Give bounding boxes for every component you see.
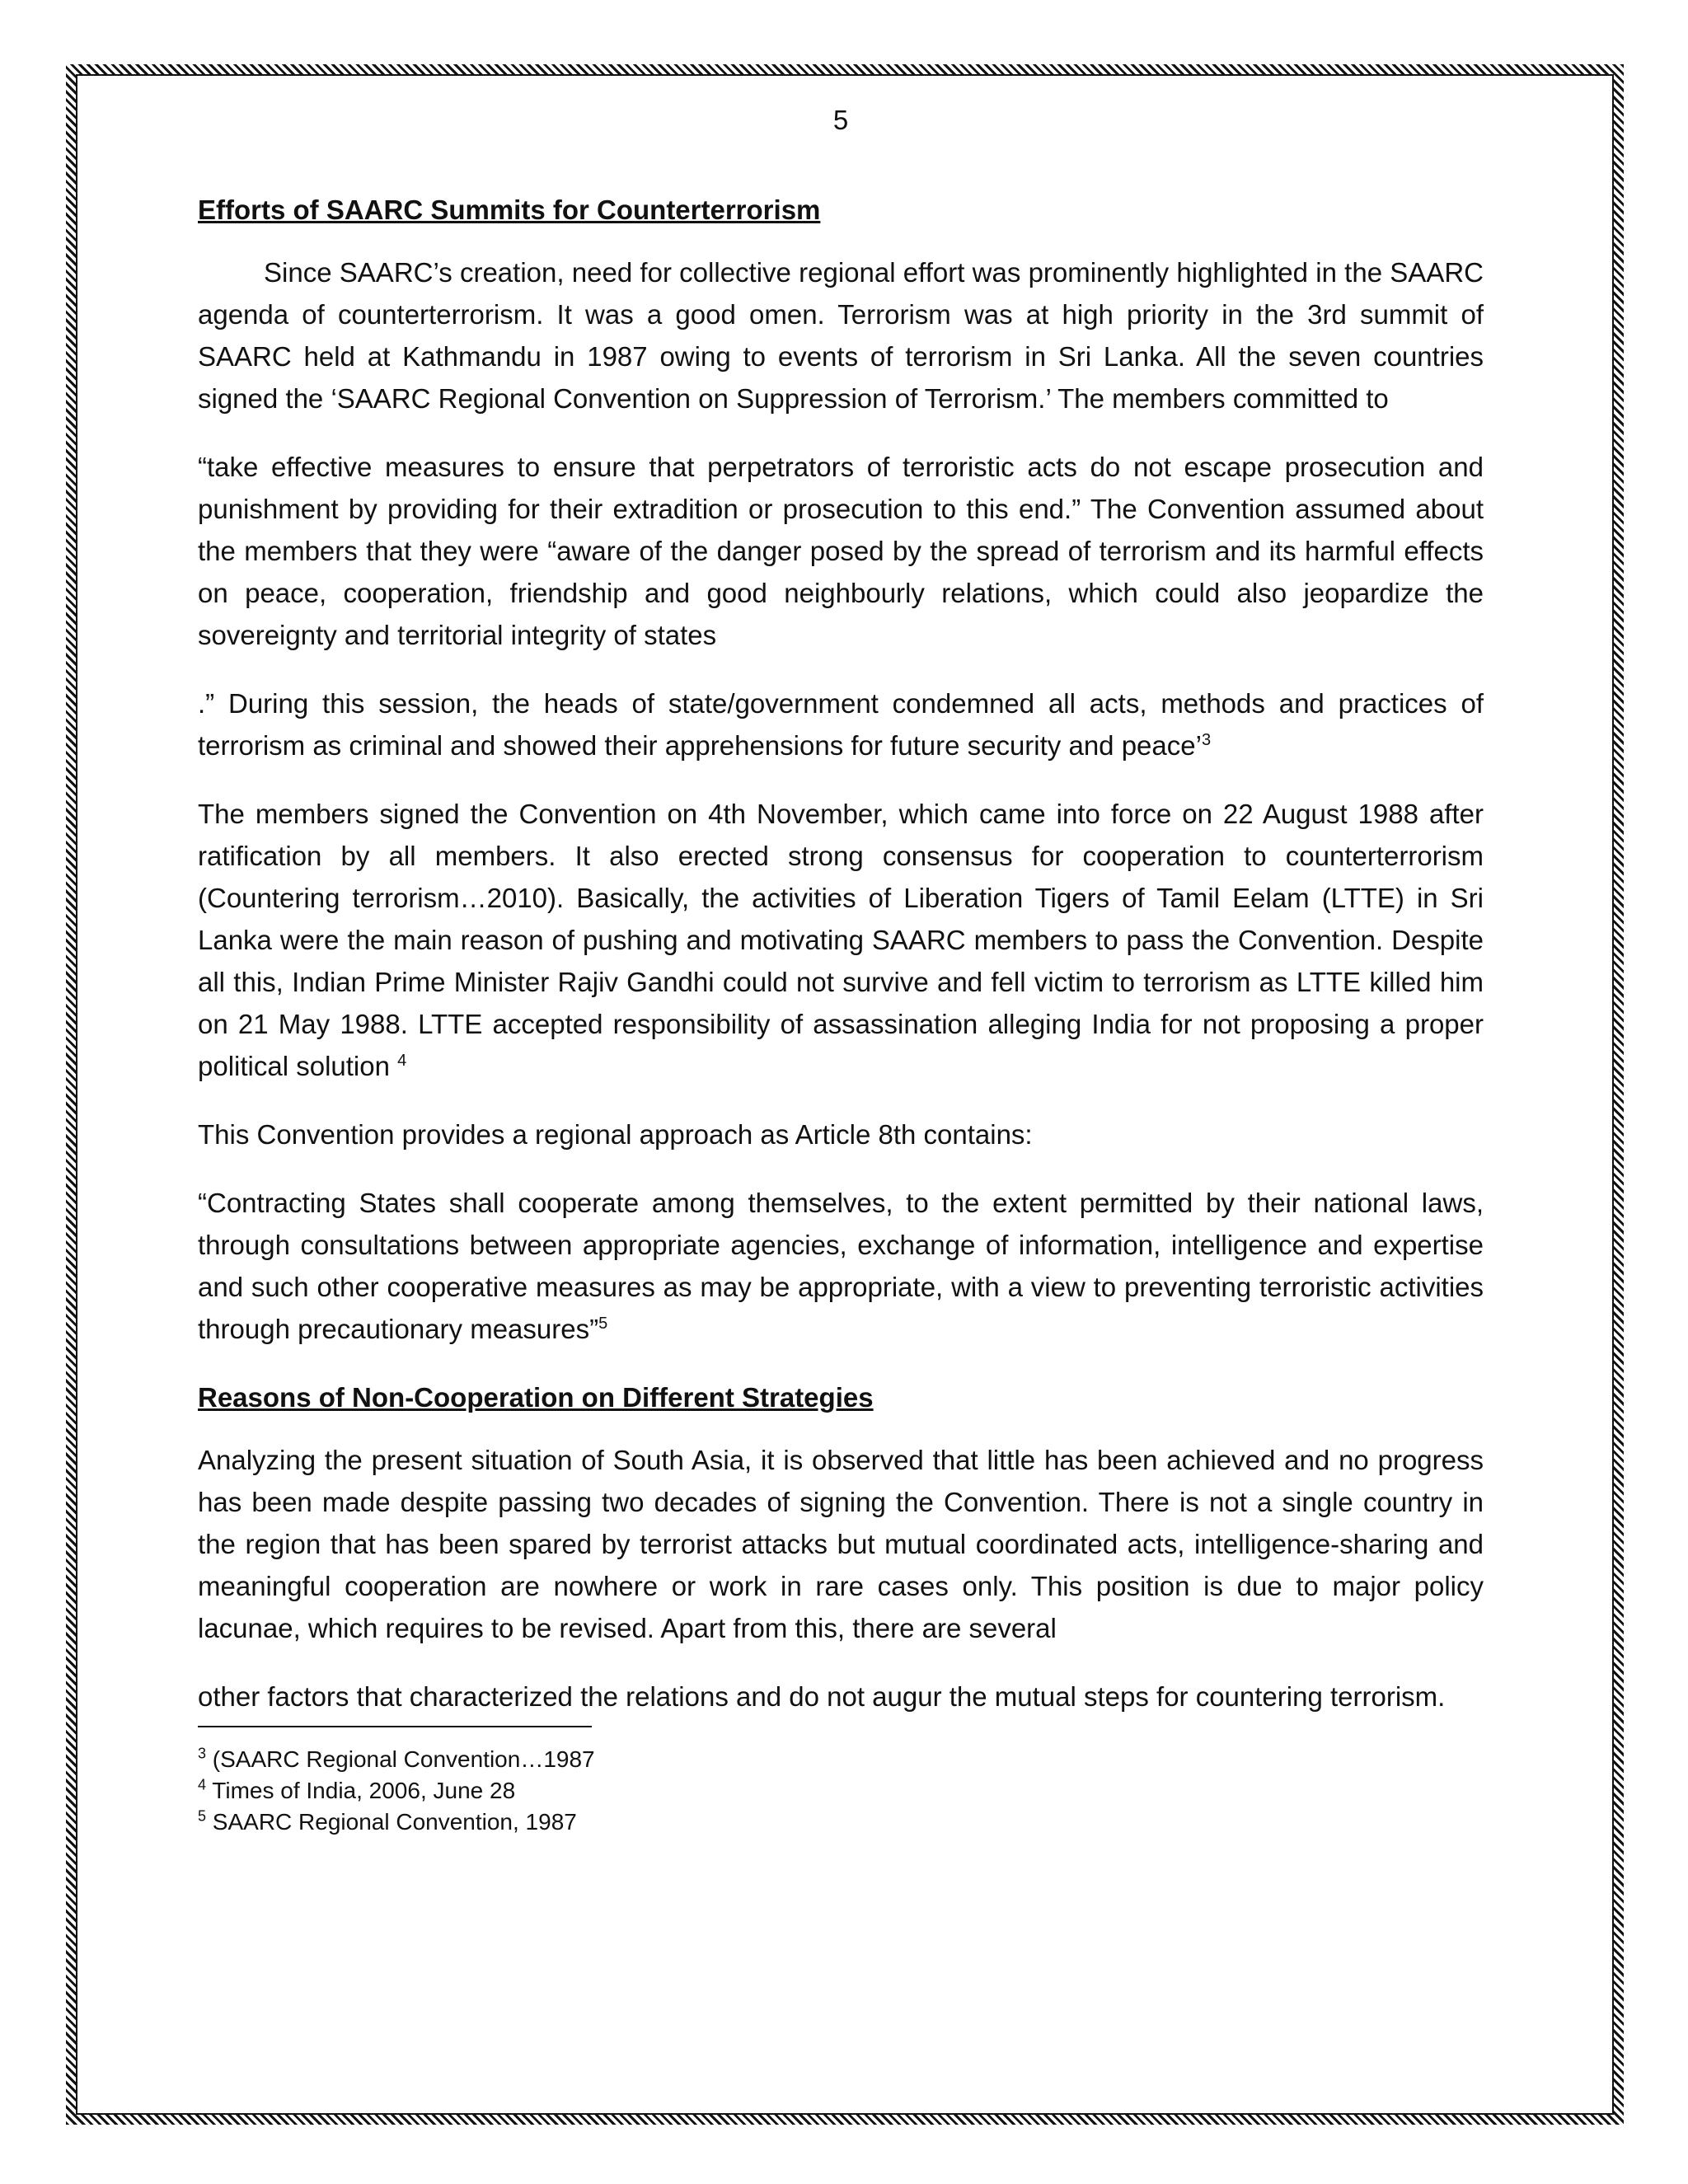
paragraph-ratification-text: The members signed the Convention on 4th November, which came into force on 22 August 1988 after ratification by all members. It also erected strong consensus for cooperation to counterterrorism (Countering terrorism…2010). Basically, the activities of Liberation Tigers of Tamil Eelam (LTTE) in Sri Lanka were the main reason of pushing and motivating SAARC members to pass the Convention. Despite all this, Indian Prime Minister Rajiv Gandhi could not survive and fell victim to terrorism as LTTE killed him on 21 May 1988. LTTE accepted responsibility of assassination alleging India for not proposing a proper political solution: [198, 799, 1484, 1081]
paragraph-session: [198, 682, 1484, 766]
quote-article-8-text: “Contracting States shall cooperate among themselves, to the extent permitted by their national laws, through consultations between appropriate agencies, exchange of information, intelligence and expertise and such other cooperative measures as may be appropriate, with a view to preventing terroristic activities through precautionary measures”: [198, 1188, 1484, 1344]
footnote-ref-4[interactable]: 4: [397, 1052, 407, 1070]
paragraph-article: This Convention provides a regional approach as Article 8th contains:: [198, 1119, 1033, 1150]
footnote-3: [198, 1744, 1484, 1775]
paragraph-analysis: Analyzing the present situation of South Asia, it is observed that little has been achieved and no progress has been made despite passing two decades of signing the Convention. There is not a single country in the region that has been spared by terrorist attacks but mutual coordinated acts, intelligence-sharing and meaningful cooperation are nowhere or work in rare cases only. This position is due to major policy lacunae, which requires to be revised. Apart from this, there are several: [198, 1445, 1484, 1643]
page-number: 5: [832, 105, 849, 135]
footnote-5: [198, 1807, 1484, 1838]
quote-article-8: [198, 1182, 1484, 1350]
footnote-ref-5[interactable]: 5: [598, 1315, 608, 1333]
footnote-separator: [198, 1726, 592, 1727]
footnote-number: 3: [198, 1745, 207, 1762]
footnote-ref-3[interactable]: 3: [1201, 731, 1212, 749]
paragraph-intro: Since SAARC’s creation, need for collective regional effort was prominently highlighted in the SAARC agenda of counterterrorism. It was a good omen. Terrorism was at high priority in the 3rd summit of SAARC held at Kathmandu in 1987 owing to events of terrorism in Sri Lanka. All the seven countries signed the ‘SAARC Regional Convention on Suppression of Terrorism.’ The members committed to: [198, 257, 1484, 414]
footnote-text: SAARC Regional Convention, 1987: [212, 1809, 577, 1835]
footnote-text: Times of India, 2006, June 28: [212, 1778, 516, 1803]
footnote-text: (SAARC Regional Convention…1987: [212, 1746, 595, 1772]
quote-convention: “take effective measures to ensure that perpetrators of terroristic acts do not escape prosecution and punishment by providing for their extradition or prosecution to this end.” The Convention assumed about the members that they were “aware of the danger posed by the spread of terrorism and its harmful effects on peace, cooperation, friendship and good neighbourly relations, which could also jeopardize the sovereignty and territorial integrity of states: [198, 452, 1484, 650]
section-heading-efforts: Efforts of SAARC Summits for Counterterrorism: [198, 194, 821, 225]
section-heading-reasons: Reasons of Non-Cooperation on Different Strategies: [198, 1382, 874, 1413]
footnotes: [198, 1744, 1484, 1838]
footnote-4: [198, 1775, 1484, 1807]
document-body: [198, 99, 1484, 1838]
footnote-number: 5: [198, 1807, 207, 1825]
paragraph-session-text: .” During this session, the heads of state/government condemned all acts, methods and practices of terrorism as criminal and showed their apprehensions for future security and peace’: [198, 688, 1484, 761]
footnote-number: 4: [198, 1776, 207, 1793]
paragraph-other-factors: other factors that characterized the relations and do not augur the mutual steps for countering terrorism.: [198, 1681, 1446, 1712]
paragraph-ratification: [198, 793, 1484, 1087]
